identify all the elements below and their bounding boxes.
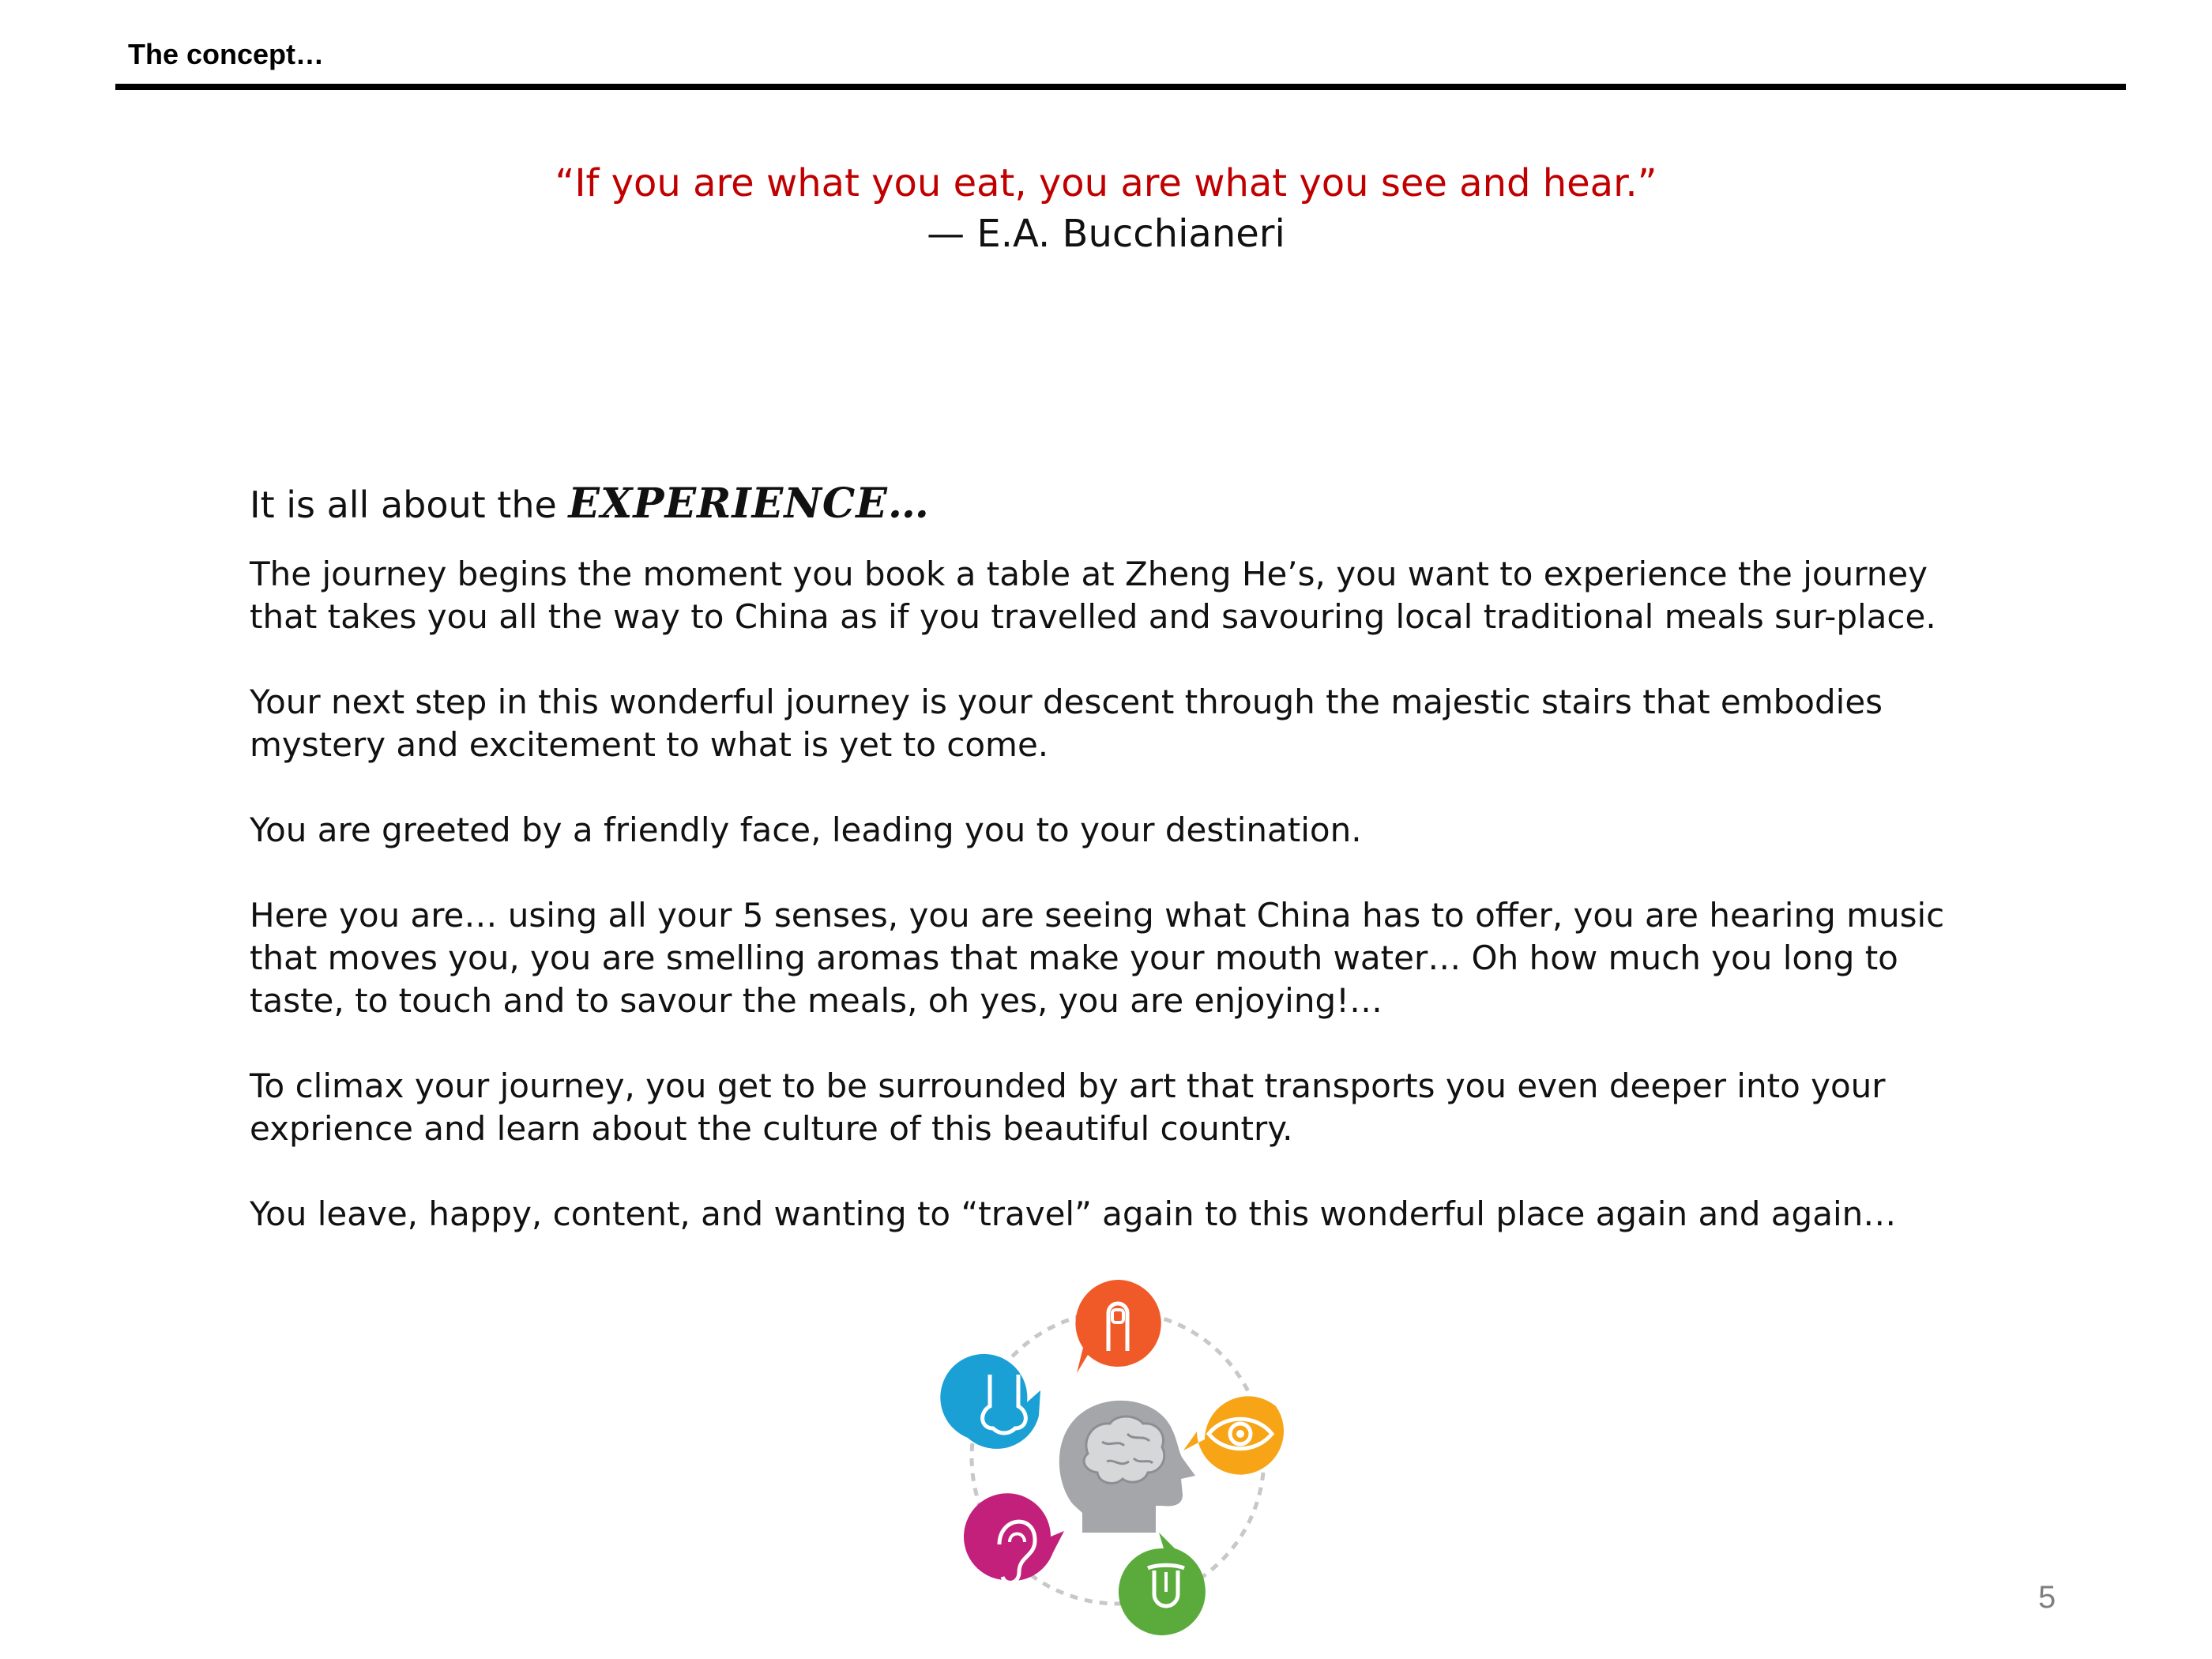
nose-icon (940, 1354, 1040, 1449)
brain-head-icon (1059, 1401, 1195, 1533)
paragraph-art: To climax your journey, you get to be surrounded by art that transports you even deeper into your exprience and learn about the culture of this beautiful country. (250, 1066, 1886, 1148)
body-text (250, 553, 2067, 1278)
paragraph-greeting: You are greeted by a friendly face, leading you to your destination. (250, 811, 1362, 849)
quote-text: “If you are what you eat, you are what you see and hear.” (555, 161, 1657, 205)
header-title: The concept… (128, 38, 325, 70)
page-number: 5 (2038, 1580, 2056, 1615)
paragraph-stairs: Your next step in this wonderful journey is your descent through the majestic stairs that embodies mystery and excitement to what is yet to come. (250, 683, 1883, 764)
quote-block (0, 158, 2212, 259)
finger-touch-icon (1075, 1280, 1161, 1373)
quote-author: — E.A. Bucchianeri (927, 212, 1285, 256)
intro-lead: It is all about the (250, 483, 569, 526)
paragraph-booking: The journey begins the moment you book a table at Zheng He’s, you want to experience the journey that takes you all the way to China as if you travelled and savouring local traditional meals sur-place. (250, 555, 1936, 636)
eye-icon (1183, 1396, 1284, 1474)
paragraph-leave: You leave, happy, content, and wanting to “travel” again to this wonderful place again and again… (250, 1194, 1897, 1233)
header-divider (115, 84, 2126, 90)
tongue-icon (1119, 1533, 1206, 1635)
paragraph-senses: Here you are… using all your 5 senses, you are seeing what China has to offer, you are hearing music that moves you, you are smelling aromas that make your mouth water… Oh how much you long to taste, to touch and to savour the meals, oh yes, you are enjoying!… (250, 896, 1945, 1020)
five-senses-graphic (920, 1272, 1315, 1643)
intro-heading (250, 478, 930, 531)
ear-icon (964, 1493, 1064, 1582)
intro-highlight: EXPERIENCE… (568, 480, 930, 528)
